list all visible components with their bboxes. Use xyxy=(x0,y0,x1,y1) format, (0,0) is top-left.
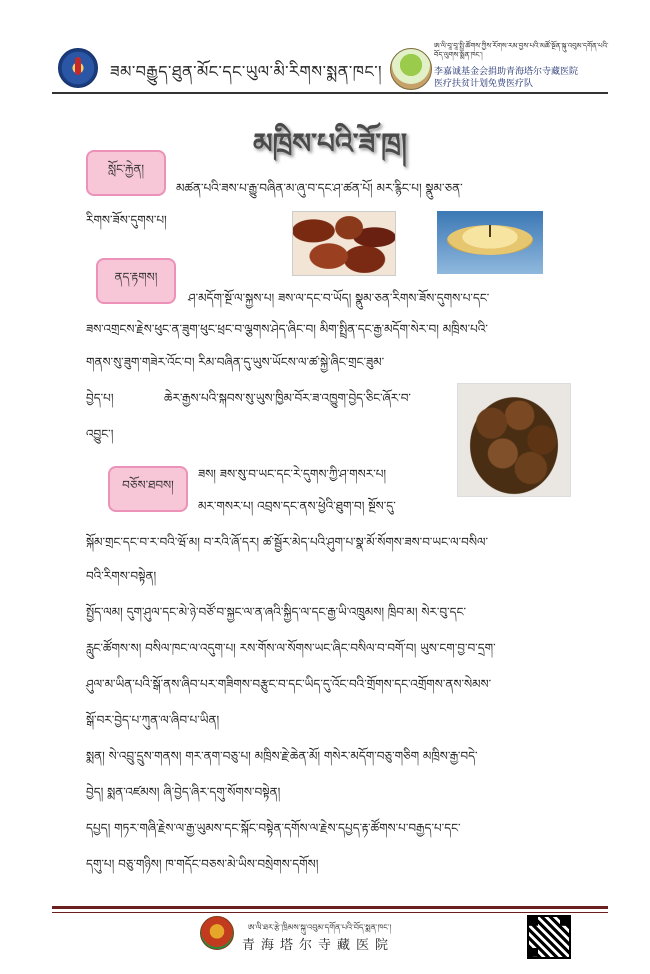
footer-divider-thin xyxy=(52,912,608,913)
header-calligraphy: ཟམ་བརྒྱུད་ཐུན་མོང་དང་ཡུལ་མི་རིགས་སྨན་ཁང་། xyxy=(110,62,383,81)
text-line: ཤུལ་མ་ཡིན་པའི་སྒོ་ནས་ཞིབ་པར་གཟིགས་བརྩུང་བ་དང་ཡིད་དུ་འོང་བའི་གྲོགས་དང་འགྲོགས་ནས་སེམས་ xyxy=(86,677,492,691)
footer-divider-thick xyxy=(52,906,608,909)
section-label-treatment: བཅོས་ཐབས། xyxy=(108,466,188,512)
hospital-name-chinese: 李嘉诚基金会捐助青海塔尔寺藏医院 xyxy=(434,67,579,77)
text-line: དཔྱད། གཏར་གཞི་རྗེས་ལ་རྒྱ་ཡུམས་དང་སྐོང་བསྟེན་དགོས་ལ་རྗེས་དཔྱད་རྟ་ཚོགས་པ་བརྒྱད་པ་དང་ xyxy=(86,821,461,835)
text-line: དགུ་པ། བཅུ་གཉིས། ཁ་གདོང་བཅས་མེ་ཡིས་བསྲེགས་དགོས། xyxy=(86,857,319,871)
fatty-meat-image xyxy=(292,211,396,276)
qr-code-icon xyxy=(527,915,571,959)
text-line: བྱེད། སྨན་འཛམས། ཞི་བྱེད་ཞིར་དགུ་སོགས་བསྟེན། xyxy=(86,785,281,799)
text-line: ཆེར་རྒྱས་པའི་སྐབས་སུ་ཡུས་ཁྱིམ་བོར་ཟ་འཁྱུག་བྱེད་ཅིང་ཞོར་བ་ xyxy=(164,391,411,405)
text-line: མར་གསར་པ། འབྲས་དང་ནས་ཕྱེའི་ཐུག་བ། སྔོས་དུ་ xyxy=(198,499,396,513)
text-line: མཚན་པའི་ཟས་པ་རྒྱུ་བཞིན་མ་ཞུ་བ་དང་ཤ་ཚན་པོ། མར་རྙིང་པ། སྣུམ་ཅན་ xyxy=(176,181,463,195)
hospital-logo-icon xyxy=(58,48,98,88)
text-line: སྨན། སེ་འབྲུ་དྲུས་གནས། གར་ནག་བཅུ་པ། མཁྲིས་རྗེ་ཆེན་མོ། གསེར་མདོག་བཅུ་གཅིག མཁྲིས་རྒྱ་བདེ་ xyxy=(86,749,478,763)
header xyxy=(52,36,608,92)
page-title: མཁྲིས་པའི་ཟོ་ཁྲ། xyxy=(253,127,407,160)
header-divider xyxy=(52,92,608,94)
footer-logo-icon xyxy=(200,916,234,950)
text-line: ཟས་འགྲངས་རྗེས་ཕུང་ན་ཟུག་ཕུང་ཕྲང་བ་ལྕགས་ཤེད་ཞིང་བ། མིག་སྤྲིན་དང་རྒྱ་མདོག་སེར་བ། མཁྲིས་པའི་ xyxy=(86,322,488,336)
medical-team-chinese: 医疗扶贫计划免费医疗队 xyxy=(434,79,534,89)
footer-hospital-name: 青海塔尔寺藏医院 xyxy=(242,938,395,953)
section-label-causes: སློང་རྐྱེན། xyxy=(86,150,166,196)
text-line: སྤྱོད་ལམ། དུག་ཤུལ་དང་མེ་ཉེ་བཙོ་བ་སྐྱང་ལ་ན་ཞའི་སྐྱིད་ལ་དང་རྒྱ་ཡི་འཁྲུམས། ཁྲིབ་མ། སེར་བུ་དང་ xyxy=(86,605,467,619)
text-line: སྐོམ་གྲང་དང་བ་ར་བའི་ཝོ་མ། བ་རའི་ཞོ་དར། ཚ་སྦྱོར་མེད་པའི་ཤུག་པ་སྣ་མོ་སོགས་ཟས་བ་ཡང་ལ་བསིལ་ xyxy=(86,535,488,549)
text-line: རླུང་ཚོགས་ས། བསིལ་ཁང་ལ་འདུག་པ། རས་གོས་ལ་སོགས་ཡང་ཞིང་བསིལ་བ་བགོ་བ། ཡུས་ངག་བྱ་བ་དྲག་ xyxy=(86,641,496,655)
text-line: གནས་སུ་ཟུག་གཟེར་འོང་བ། རིམ་བཞིན་དུ་ཡུས་ཡོངས་ལ་ཚ་སྐྱེ་ཞིང་གྲང་ཟུམ་ xyxy=(86,355,385,369)
text-line: རིགས་ཟོས་དུགས་པ། xyxy=(86,213,167,227)
text-line: ཤ་མདོག་སྔོ་ལ་སྐྱས་པ། ཟས་ལ་དང་བ་ཡོད། སྣུམ་ཅན་རིགས་ཟོས་དུགས་པ་དང་ xyxy=(188,291,490,305)
text-line: བྱེད་པ། xyxy=(86,391,114,405)
section-label-symptoms: ནད་རྟགས། xyxy=(96,258,176,304)
text-line: བའི་རིགས་བསྟེན། xyxy=(86,569,157,583)
medicine-pills-image xyxy=(457,383,571,497)
hospital-name-tibetan: ཨ་ལི་བཱ་བཱ་སྤྱི་ཚོགས་ཀྱིས་རོགས་རམ་བྱས་པའི་མཚོ་སྔོན་སྐུ་འབུམ་དགོན་པའི་བོད་ལུགས་སྨན་ཁང་། xyxy=(434,42,609,59)
footer-tibetan: ཨ་ལི་ཐར་རྩེ་ཁྲིམས་སྐུ་འབུམ་དགོན་པའི་བོད་སྨན་ཁང་། xyxy=(248,923,392,932)
text-line: སྒོ་བར་བྱེད་པ་ཀུན་ལ་ཞིབ་པ་ཡིན། xyxy=(86,713,220,727)
text-line: འབྱུང་། xyxy=(86,427,114,441)
foundation-logo-icon xyxy=(390,48,432,90)
butter-lamp-image xyxy=(437,211,543,274)
text-line: ཟས། ཟས་སུ་བ་ཡང་དང་རེ་དུགས་ཀྱི་ཤ་གསར་པ། xyxy=(198,467,387,481)
